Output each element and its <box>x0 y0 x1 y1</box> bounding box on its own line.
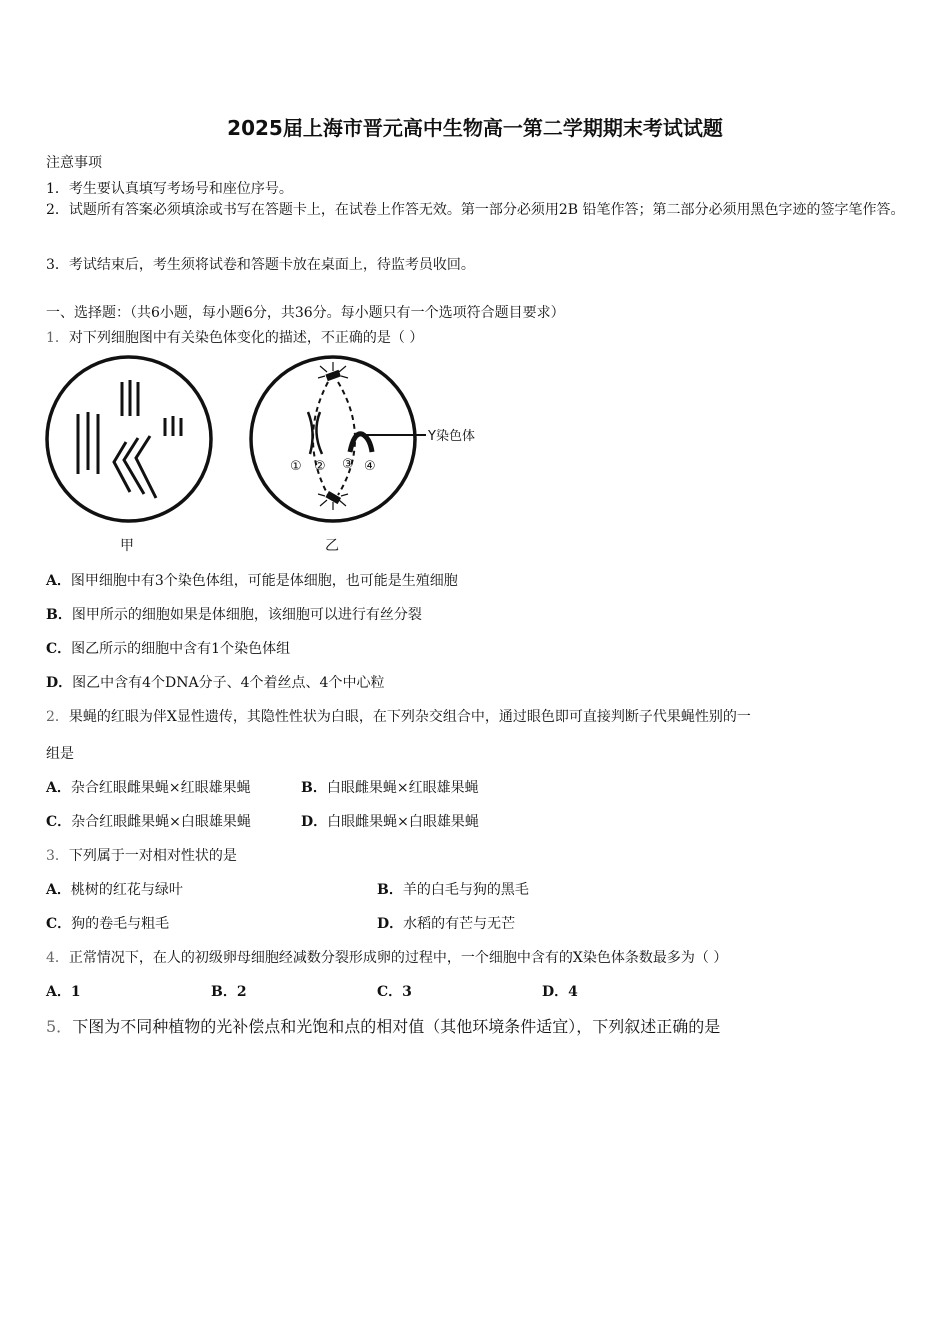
option-text: 图甲所示的细胞如果是体细胞，该细胞可以进行有丝分裂 <box>71 607 422 623</box>
option-text: 3 <box>402 984 412 1000</box>
option-text: 图乙中含有4个DNA分子、4个着丝点、4个中心粒 <box>72 675 385 691</box>
option-text: 桃树的红花与绿叶 <box>70 882 183 898</box>
question-5 <box>46 1014 720 1037</box>
option-label: B． <box>211 984 237 1000</box>
option-text: 1 <box>70 984 81 1000</box>
option-1b[interactable] <box>46 604 422 624</box>
notice-item-1: 1．考生要认真填写考场号和座位序号。 <box>46 181 293 197</box>
marker-4: ④ <box>364 459 376 474</box>
question-number: 1． <box>46 330 69 346</box>
option-label: C． <box>46 641 72 657</box>
notice-item-3: 3．考试结束后，考生须将试卷和答题卡放在桌面上，待监考员收回。 <box>46 257 475 273</box>
option-4d[interactable] <box>542 981 578 1001</box>
option-text: 羊的白毛与狗的黑毛 <box>402 882 529 898</box>
option-label: B． <box>377 882 403 898</box>
option-2b[interactable] <box>301 777 479 797</box>
cell-figure <box>40 352 500 557</box>
option-label: C． <box>46 916 72 932</box>
notice-heading: 注意事项 <box>46 155 102 171</box>
option-text: 狗的卷毛与粗毛 <box>71 916 170 932</box>
option-text: 图甲细胞中有3个染色体组，可能是体细胞，也可能是生殖细胞 <box>70 573 458 589</box>
option-label: B． <box>46 607 72 623</box>
option-text: 白眼雌果蝇×红眼雄果蝇 <box>326 780 479 796</box>
option-label: D． <box>46 675 73 691</box>
question-4 <box>46 947 727 967</box>
option-label: A． <box>46 780 71 796</box>
question-stem: 正常情况下，在人的初级卵母细胞经减数分裂形成卵的过程中，一个细胞中含有的X染色体条数最多为（ ） <box>68 950 728 966</box>
option-3c[interactable] <box>46 913 169 933</box>
y-chromosome-label: Y染色体 <box>428 429 475 444</box>
question-3 <box>46 845 237 865</box>
option-2c[interactable] <box>46 811 251 831</box>
option-4c[interactable] <box>377 981 412 1001</box>
cell-yi <box>251 357 475 521</box>
option-text: 杂合红眼雌果蝇×红眼雄果蝇 <box>70 780 251 796</box>
section-heading: 一、选择题：（共6小题，每小题6分，共36分。每小题只有一个选项符合题目要求） <box>46 305 565 321</box>
figure-label-jia: 甲 <box>120 538 134 554</box>
option-2a[interactable] <box>46 777 251 797</box>
option-label: C． <box>46 814 72 830</box>
option-label: A． <box>46 984 71 1000</box>
option-3a[interactable] <box>46 879 183 899</box>
question-stem: 对下列细胞图中有关染色体变化的描述，不正确的是（ ） <box>68 330 424 346</box>
question-number: 5． <box>46 1017 73 1036</box>
figure-label-yi: 乙 <box>325 538 339 554</box>
option-label: A． <box>46 573 71 589</box>
question-2 <box>46 706 751 726</box>
page-title: 2025届上海市晋元高中生物高一第二学期期末考试试题 <box>227 116 723 140</box>
question-2-continued: 组是 <box>46 746 74 762</box>
question-stem: 果蝇的红眼为伴X显性遗传，其隐性性状为白眼，在下列杂交组合中，通过眼色即可直接判断子代果蝇性别的一 <box>68 709 751 725</box>
option-label: D． <box>377 916 404 932</box>
option-1d[interactable] <box>46 672 384 692</box>
option-text: 2 <box>236 984 247 1000</box>
marker-1: ① <box>290 459 302 474</box>
question-number: 3． <box>46 848 69 864</box>
question-stem: 下列属于一对相对性状的是 <box>68 848 237 864</box>
question-stem: 下图为不同种植物的光补偿点和光饱和点的相对值（其他环境条件适宜），下列叙述正确的是 <box>72 1017 721 1036</box>
question-1 <box>46 327 423 347</box>
option-text: 图乙所示的细胞中含有1个染色体组 <box>71 641 291 657</box>
option-text: 杂合红眼雌果蝇×白眼雄果蝇 <box>71 814 251 830</box>
option-4a[interactable] <box>46 981 81 1001</box>
option-label: C． <box>377 984 403 1000</box>
notice-item-2: 2．试题所有答案必须填涂或书写在答题卡上，在试卷上作答无效。第一部分必须用2B 铅笔作答；第二部分必须用黑色字迹的签字笔作答。 <box>46 202 905 218</box>
question-number: 2． <box>46 709 69 725</box>
option-text: 4 <box>568 984 578 1000</box>
option-3b[interactable] <box>377 879 529 899</box>
option-label: A． <box>46 882 71 898</box>
option-2d[interactable] <box>301 811 479 831</box>
option-label: B． <box>301 780 327 796</box>
marker-2: ② <box>314 459 326 474</box>
option-text: 白眼雌果蝇×白眼雄果蝇 <box>327 814 479 830</box>
option-1a[interactable] <box>46 570 458 590</box>
option-label: D． <box>542 984 569 1000</box>
option-1c[interactable] <box>46 638 290 658</box>
option-label: D． <box>301 814 328 830</box>
marker-3: ③ <box>342 457 354 472</box>
option-4b[interactable] <box>211 981 247 1001</box>
question-number: 4． <box>46 950 69 966</box>
cell-jia <box>47 357 211 521</box>
option-text: 水稻的有芒与无芒 <box>403 916 516 932</box>
option-3d[interactable] <box>377 913 515 933</box>
